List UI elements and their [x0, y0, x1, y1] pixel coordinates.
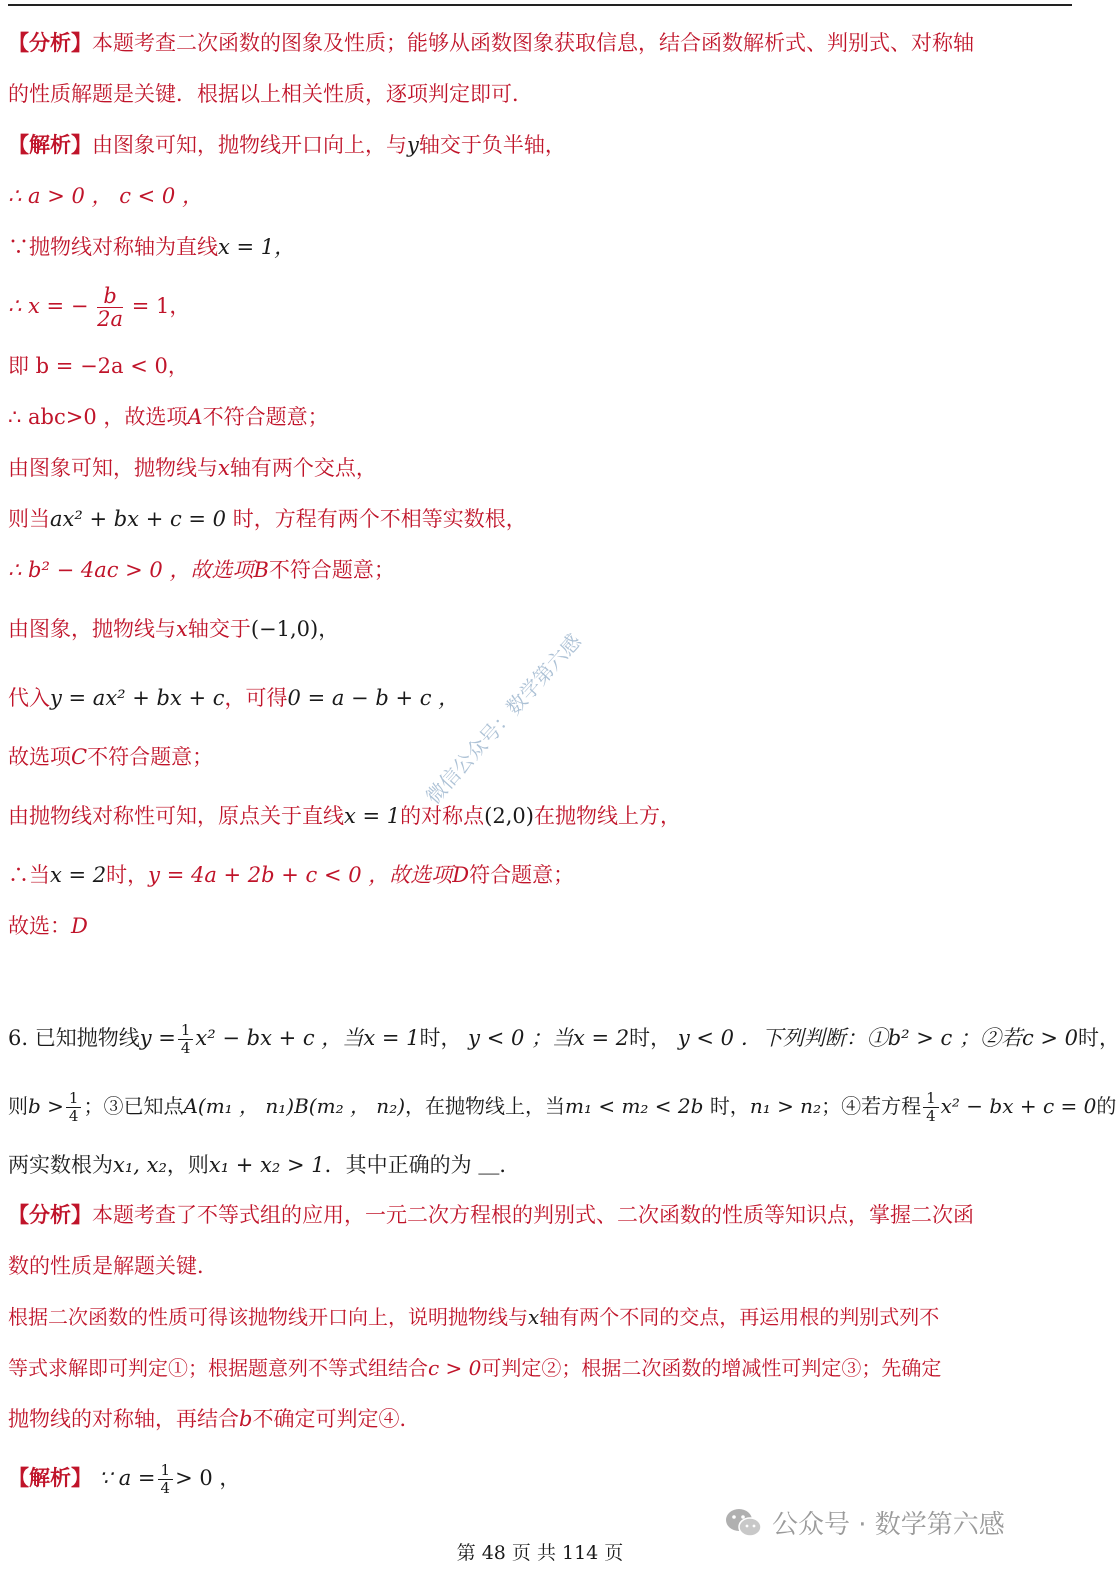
q6-analysis-line1: 【分析】本题考查了不等式组的应用，一元二次方程根的判别式、二次函数的性质等知识点，掌握二次函: [8, 1202, 974, 1227]
q5-analysis-line2: 的性质解题是关键．根据以上相关性质，逐项判定即可．: [8, 82, 533, 106]
q6-analysis-line3: 根据二次函数的性质可得该抛物线开口向上，说明抛物线与x轴有两个不同的交点，再运用根的判别式列不: [8, 1305, 940, 1329]
wechat-icon: [724, 1507, 764, 1539]
fraction-one-quarter-3: $\frac{1}{4}$: [923, 1090, 939, 1125]
q5-line-answer: 故选：D: [8, 914, 88, 938]
q6-stem-line2: 则b > $\frac{1}{4}$ ；③已知点A(m₁ ， n₁)B(m₂ ， n₂)，在抛物线上，当m₁ < m₂ < 2b 时，n₁ > n₂；④若方程 $\frac{1}{4}$ x² − bx + c = 0的: [8, 1089, 1117, 1125]
brand-badge: [724, 1504, 1005, 1541]
q6-stem-line3: 两实数根为x₁, x₂，则x₁ + x₂ > 1．其中正确的为 ＿．: [8, 1153, 521, 1177]
q5-line-x-formula: ∴ x = − $\frac{b}{2a}$ = 1，: [8, 284, 191, 331]
q6-stem-line1: 6. 已知抛物线y = $\frac{1}{4}$ x² − bx + c ，当x = 1时， y < 0 ；当x = 2时， y < 0 ．下列判断：①b² > c ；②若c > 0时，: [8, 1021, 1120, 1057]
q5-line-point: 由图象，抛物线与x轴交于(−1,0)，: [8, 617, 340, 641]
fraction-one-quarter-4: $\frac{1}{4}$: [158, 1462, 174, 1497]
q6-analysis-line5: 抛物线的对称轴，再结合b不确定可判定④．: [8, 1407, 421, 1431]
fraction-one-quarter-2: $\frac{1}{4}$: [66, 1090, 82, 1125]
q5-analysis-line1: 【分析】本题考查二次函数的图象及性质；能够从函数图象获取信息，结合函数解析式、判别式、对称轴: [8, 30, 974, 55]
q5-line-abc: ∴ abc>0 ，故选项A不符合题意；: [8, 405, 329, 429]
q5-line-axis: ∵抛物线对称轴为直线x = 1，: [8, 235, 296, 259]
q5-line-two-points: 由图象可知，抛物线与x轴有两个交点，: [8, 456, 377, 480]
fraction-one-quarter: $\frac{1}{4}$: [178, 1022, 194, 1057]
solution-tag: 【解析】: [8, 132, 92, 157]
q5-line-symmetry: 由抛物线对称性可知，原点关于直线x = 1的对称点(2,0)在抛物线上方，: [8, 804, 681, 828]
q5-line-ac: ∴ a > 0 ， c < 0 ，: [8, 184, 203, 208]
q5-line-substitute: 代入y = ax² + bx + c，可得0 = a − b + c ，: [8, 686, 460, 710]
q5-line-option-c: 故选项C不符合题意；: [8, 745, 214, 769]
top-rule: [8, 4, 1072, 6]
analysis-tag: 【分析】: [8, 30, 92, 55]
q6-analysis-line2: 数的性质是解题关键．: [8, 1254, 218, 1278]
q5-line-equation: 则当ax² + bx + c = 0 时，方程有两个不相等实数根，: [8, 507, 527, 531]
watermark-text: 微信公众号：数学第六感: [420, 629, 587, 809]
q6-analysis-line4: 等式求解即可判定①；根据题意列不等式组结合c > 0可判定②；根据二次函数的增减性可判定③；先确定: [8, 1356, 942, 1380]
q5-line-discriminant: ∴ b² − 4ac > 0 ，故选项B不符合题意；: [8, 558, 395, 582]
fraction-b-over-2a: $\frac{b}{2a}$: [97, 284, 123, 331]
q5-line-x2: ∴当x = 2时，y = 4a + 2b + c < 0 ，故选项D符合题意；: [8, 863, 575, 887]
q5-line-b: 即 b = −2a < 0，: [8, 354, 189, 378]
q5-solution-line1: 【解析】由图象可知，抛物线开口向上，与y轴交于负半轴，: [8, 132, 566, 157]
question-number: 6.: [8, 1026, 29, 1050]
q6-solution-line1: 【解析】 ∵ a = $\frac{1}{4}$ > 0 ，: [8, 1461, 241, 1497]
brand-text: 公众号 · 数学第六感: [772, 1510, 1005, 1540]
page-footer: 第 48 页 共 114 页: [456, 1542, 624, 1564]
